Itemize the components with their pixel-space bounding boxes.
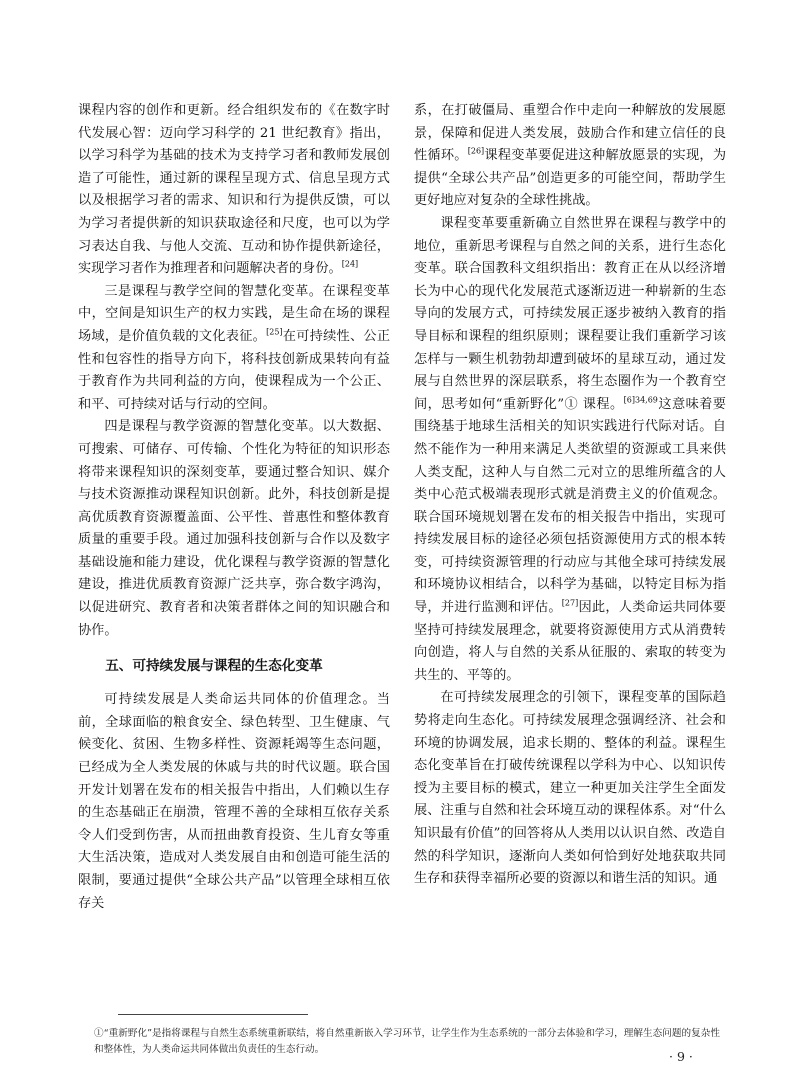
paragraph: 四是课程与教学资源的智慧化变革。以大数据、可搜索、可储存、可传输、个性化为特征的知识形态将带来课程知识的深刻变革，要通过整合知识、媒介与技术资源推动课程知识创新。此外，科技创新是提高优质教育资源覆盖面、公平性、普惠性和整体教育质量的重要手段。通过加强科技创新与合作以及数字基础设施和能力建设，优化课程与教学资源的智慧化建设，推进优质教育资源广泛共享，弥合数字鸿沟，以促进研究、教育者和决策者群体之间的知识融合和协作。 [78, 419, 390, 638]
paragraph [414, 100, 726, 213]
footnote-divider [118, 1014, 308, 1015]
paragraph [78, 100, 390, 281]
footnote: ①“重新野化”是指将课程与自然生态系统重新联结，将自然重新嵌入学习环节，让学生作为生态系统的一部分去体验和学习，理解生态问题的复杂性和整体性，为人类命运共同体做出负责任的生态行动。 [94, 1028, 720, 1055]
citation: [24] [341, 259, 359, 269]
paragraph-text: 在可持续性、公正性和包容性的指导方向下，将科技创新成果转向有益于教育作为共同利益的方向，使课程成为一个公正、和平、可持续对话与行动的空间。 [78, 328, 391, 412]
paragraph [414, 213, 726, 687]
paragraph-text: 系，在打破僵局、重塑合作中走向一种解放的发展愿景，保障和促进人类发展，鼓励合作和建立信任的良性循环。 [414, 103, 726, 164]
citation: [6]34,69 [623, 395, 658, 405]
section-heading: 五、可持续发展与课程的生态化变革 [105, 658, 323, 675]
paragraph-text: 课程内容的创作和更新。经合组织发布的《在数字时代发展心智：迈向学习科学的 21 世纪教育》指出，以学习科学为基础的技术为支持学习者和教师发展创造了可能性，通过新的课程呈现方式、信息呈现方式以及根据学习者的需求、知识和行为提供反馈，可以为学习者提供新的知识获取途径和尺度，也可以为学习表达自我、与他人交流、互动和协作提供新途径，实现学习者作为推理者和问题解决者的身份。 [78, 103, 390, 277]
page-number: · 9 · [669, 1049, 693, 1064]
paragraph: 可持续发展是人类命运共同体的价值理念。当前，全球面临的粮食安全、绿色转型、卫生健康、气候变化、贫困、生物多样性、资源耗竭等生态问题，已经成为全人类发展的休戚与共的时代议题。联合国开发计划署在发布的相关报告中指出，人们赖以生存的生态基础正在崩溃，管理不善的全球相互依存关系令人们受到伤害，从而扭曲教育投资、生儿育女等重大生活决策，造成对人类发展自由和创造可能生活的限制，要通过提供“全球公共产品”以管理全球相互依存关 [78, 692, 390, 911]
citation: [25] [266, 327, 283, 337]
citation: [27] [561, 598, 579, 608]
paragraph-text: 课程变革要重新确立自然世界在课程与教学中的地位，重新思考课程与自然之间的关系，进行生态化变革。联合国教科文组织指出：教育正在从以经济增长为中心的现代化发展范式逐渐迈进一种崭新的生态导向的发展方式，可持续发展正逐步被纳入教育的指导目标和课程的组织原则；课程要让我们重新学习该怎样与一颗生机勃勃却遭到破坏的星球互动，通过发展与自然世界的深层联系，将生态圈作为一个教育空间，思考如何“重新野化”① 课程。 [414, 215, 726, 412]
paragraph-text: 因此，人类命运共同体要坚持可持续发展理念，就要将资源使用方式从消费转向创造，将人与自然的关系从征服的、索取的转变为共生的、平等的。 [414, 600, 727, 683]
paragraph-text: 这意味着要围绕基于地球生活相关的知识实践进行代际对话。自然不能作为一种用来满足人类欲望的资源或工具来供人类支配，这种人与自然二元对立的思维所蕴含的人类中心范式极端表现形式就是消费主义的价值观念。联合国环境规划署在发布的相关报告中指出，实现可持续发展目标的途径必须包括资源使用方式的根本转变，可持续资源管理的行动应与其他全球可持续发展和环境协议相结合，以科学为基础，以特定目标为指导，并进行监测和评估。 [414, 396, 726, 616]
paragraph: 在可持续发展理念的引领下，课程变革的国际趋势将走向生态化。可持续发展理念强调经济、社会和环境的协调发展，追求长期的、整体的利益。课程生态化变革旨在打破传统课程以学科为中心、以知识传授为主要目标的模式，建立一种更加关注学生全面发展、注重与自然和社会环境互动的课程体系。对“什么知识最有价值”的回答将从人类用以认识自然、改造自然的科学知识，逐渐向人类如何恰到好处地获取共同生存和获得幸福所必要的资源以和谐生活的知识。通 [414, 690, 726, 887]
paragraph-text: 课程变革要促进这种解放愿景的实现，为提供“全球公共产品”创造更多的可能空间，帮助学生更好地应对复杂的全球性挑战。 [414, 148, 727, 209]
paragraph [78, 281, 390, 417]
left-column [78, 100, 390, 915]
citation: [26] [467, 146, 485, 156]
paragraph-text: 三是课程与教学空间的智慧化变革。在课程变革中，空间是知识生产的权力实践，是生命在场的课程场域，是价值负载的文化表征。 [78, 283, 390, 344]
right-column [414, 100, 726, 891]
